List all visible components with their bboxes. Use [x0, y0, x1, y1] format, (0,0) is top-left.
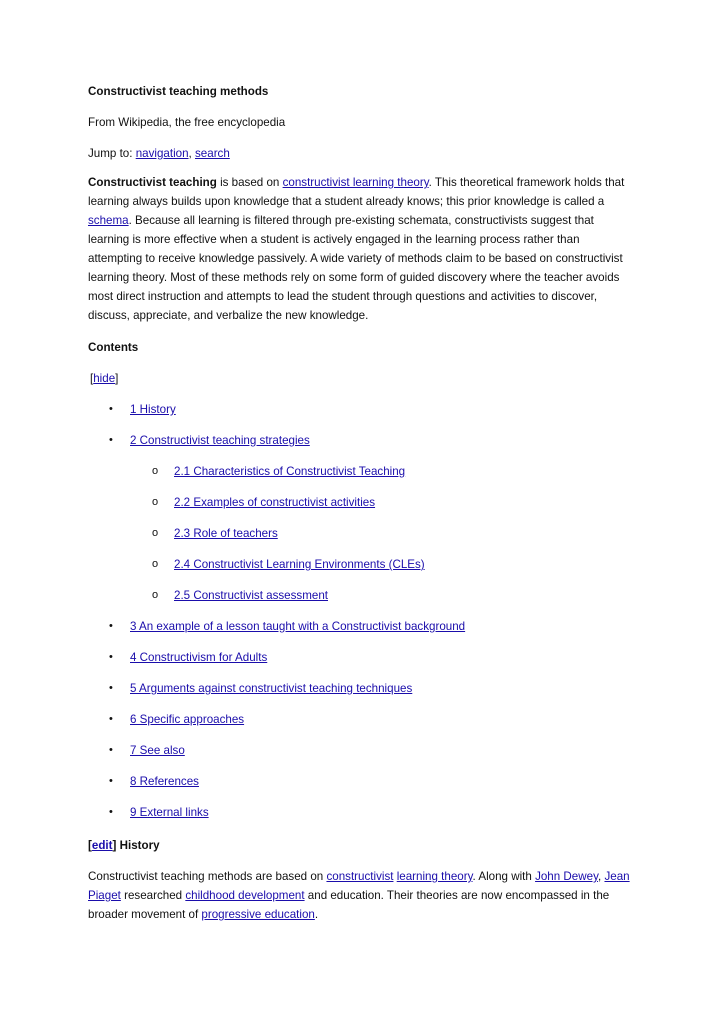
- toc-item-lesson-example: [88, 617, 636, 648]
- history-text-1: Constructivist teaching methods are based on: [88, 870, 327, 883]
- toc-link-characteristics[interactable]: 2.1 Characteristics of Constructivist Teaching: [174, 465, 406, 478]
- bullet-icon: •: [109, 682, 113, 694]
- bullet-icon: •: [109, 651, 113, 663]
- toc-subitem-cles: [88, 555, 636, 586]
- toc-item-see-also: [88, 741, 636, 772]
- jump-navigation-link[interactable]: navigation: [135, 147, 189, 160]
- toc-link-see-also[interactable]: 7 See also: [130, 744, 185, 757]
- intro-text-3: . Because all learning is filtered through pre-existing schemata, constructivists suggest that learning is more effective when a student is actively engaged in the learning process rather than attempting to receive knowledge passively. A wide variety of methods claim to be based on constructivist learning theory. Most of these methods rely on some form of guided discovery where the teacher avoids most direct instruction and attempts to lead the student through questions and activities to discover, discuss, appreciate, and verbalize the new knowledge.: [88, 214, 623, 322]
- bullet-icon: •: [109, 775, 113, 787]
- toc-item-references: [88, 772, 636, 803]
- toc-link-adults[interactable]: 4 Constructivism for Adults: [130, 651, 268, 664]
- toc-link-history[interactable]: 1 History: [130, 403, 176, 416]
- history-paragraph: [88, 867, 636, 924]
- toc-item-arguments: [88, 679, 636, 710]
- page-title: Constructivist teaching methods: [88, 85, 269, 98]
- circle-bullet-icon: o: [152, 465, 159, 477]
- circle-bullet-icon: o: [152, 496, 159, 508]
- toc-subitem-assessment: [88, 586, 636, 617]
- history-link-learning-theory[interactable]: learning theory: [396, 870, 473, 883]
- intro-paragraph: [88, 173, 636, 325]
- history-text-3: . Along with: [472, 870, 536, 883]
- toc-subsection-list: [88, 462, 636, 617]
- toc-link-arguments[interactable]: 5 Arguments against constructivist teaching techniques: [130, 682, 413, 695]
- hide-open-bracket: [: [90, 372, 94, 385]
- history-link-jean-piaget[interactable]: Jean Piaget: [88, 870, 630, 902]
- toc-subitem-role-of-teachers: [88, 524, 636, 555]
- toc-item-adults: [88, 648, 636, 679]
- history-text-7: .: [314, 908, 319, 921]
- table-of-contents: [88, 400, 636, 462]
- toc-link-references[interactable]: 8 References: [130, 775, 199, 788]
- toc-link-cles[interactable]: 2.4 Constructivist Learning Environments (CLEs): [174, 558, 425, 571]
- history-text-4: ,: [598, 870, 605, 883]
- history-link-constructivist[interactable]: constructivist: [326, 870, 394, 883]
- jump-to-prefix: Jump to:: [88, 147, 136, 160]
- jump-to-line: [88, 144, 636, 163]
- bullet-icon: •: [109, 434, 113, 446]
- toc-item-history: [88, 400, 636, 431]
- intro-link-constructivist-learning-theory[interactable]: constructivist learning theory: [282, 176, 429, 189]
- toc-link-specific-approaches[interactable]: 6 Specific approaches: [130, 713, 245, 726]
- circle-bullet-icon: o: [152, 589, 159, 601]
- bullet-icon: •: [109, 713, 113, 725]
- toc-link-lesson-example[interactable]: 3 An example of a lesson taught with a Constructivist background: [130, 620, 466, 633]
- bullet-icon: •: [109, 403, 113, 415]
- edit-open-bracket: [: [88, 839, 92, 852]
- intro-link-schema[interactable]: schema: [88, 214, 129, 227]
- toc-item-strategies: [88, 431, 636, 462]
- intro-bold-term: Constructivist teaching: [88, 176, 217, 189]
- toc-subitem-characteristics: [88, 462, 636, 493]
- bullet-icon: •: [109, 806, 113, 818]
- edit-close-bracket: ]: [112, 839, 117, 852]
- history-link-childhood-development[interactable]: childhood development: [185, 889, 305, 902]
- history-text-6: and education. Their theories are now encompassed in the broader movement of: [88, 889, 610, 921]
- contents-heading: Contents: [88, 341, 139, 354]
- history-heading: [88, 836, 636, 855]
- toc-item-external-links: [88, 803, 636, 834]
- history-link-progressive-education[interactable]: progressive education: [201, 908, 315, 921]
- document-page: [88, 82, 636, 924]
- toc-link-strategies[interactable]: 2 Constructivist teaching strategies: [130, 434, 310, 447]
- intro-text-2: . This theoretical framework holds that learning always builds upon knowledge that a student already knows; this prior knowledge is called a: [88, 176, 625, 208]
- circle-bullet-icon: o: [152, 527, 159, 539]
- toc-link-examples[interactable]: 2.2 Examples of constructivist activities: [174, 496, 376, 509]
- circle-bullet-icon: o: [152, 558, 159, 570]
- bullet-icon: •: [109, 744, 113, 756]
- page-subtitle: From Wikipedia, the free encyclopedia: [88, 116, 286, 129]
- toc-item-specific-approaches: [88, 710, 636, 741]
- history-link-john-dewey[interactable]: John Dewey: [535, 870, 599, 883]
- hide-close-bracket: ]: [115, 372, 119, 385]
- toc-link-role-of-teachers[interactable]: 2.3 Role of teachers: [174, 527, 278, 540]
- history-heading-text: History: [116, 839, 160, 852]
- intro-text-1: is based on: [216, 176, 283, 189]
- toc-link-assessment[interactable]: 2.5 Constructivist assessment: [174, 589, 328, 602]
- toc-link-external-links[interactable]: 9 External links: [130, 806, 209, 819]
- bullet-icon: •: [109, 620, 113, 632]
- history-edit-link[interactable]: edit: [91, 839, 113, 852]
- toc-subitem-examples: [88, 493, 636, 524]
- contents-hide-toggle: [90, 369, 636, 388]
- history-text-5: researched: [120, 889, 186, 902]
- hide-link[interactable]: hide: [93, 372, 116, 385]
- table-of-contents-continued: [88, 617, 636, 834]
- jump-search-link[interactable]: search: [195, 147, 230, 160]
- jump-separator: ,: [188, 147, 195, 160]
